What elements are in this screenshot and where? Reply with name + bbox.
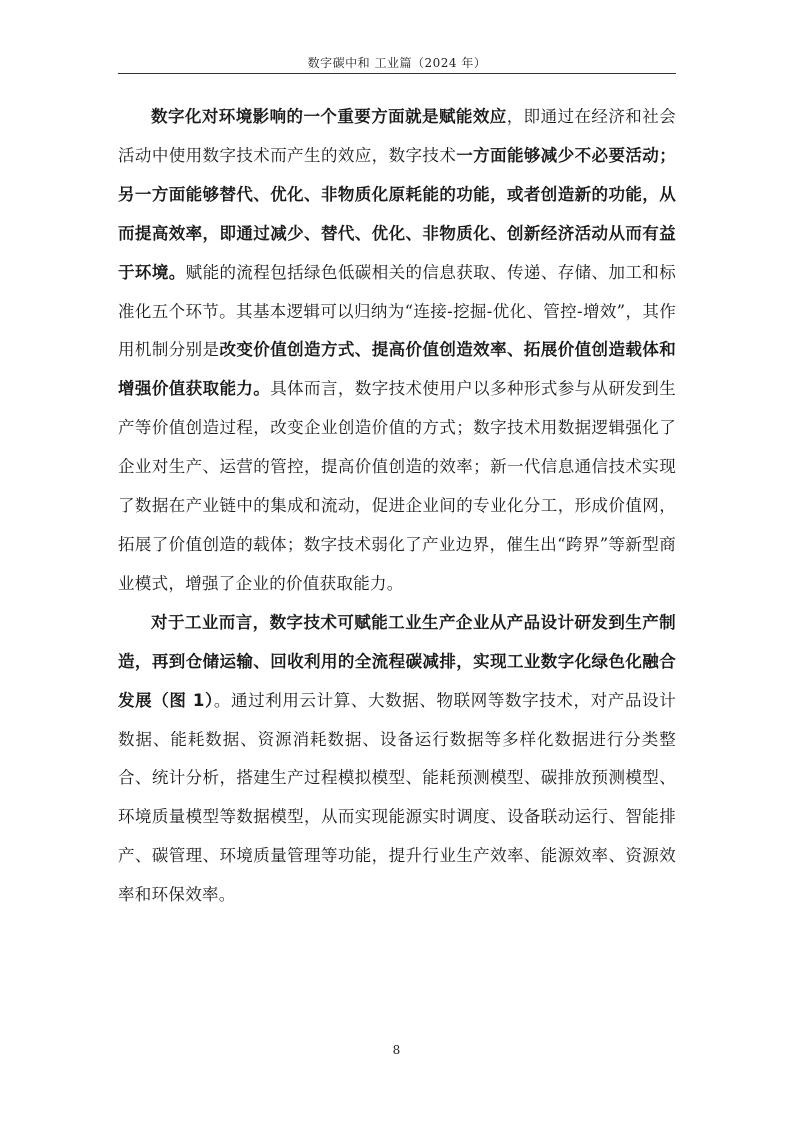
text-run: 数字化对环境影响的一个重要方面就是赋能效应 <box>151 107 507 126</box>
header-rule <box>118 73 676 74</box>
text-run: 一方面能够减少不必要活动；另一方面能够替代、优化、非物质化原耗能的功能，或者创造新的功能，从而提高效率，即通过减少、替代、优化、非物质化、创新经济活动从而有益于环境。 <box>118 145 676 282</box>
text-run: 赋能的流程包括绿色低碳相关的信息获取、传递、存储、加工和标准化五个环节。其基本逻辑可以归纳为“连接-挖掘-优化、管控-增效”，其作用机制分别是 <box>118 262 677 360</box>
text-run: 对于工业而言，数字技术可赋能工业生产企业从产品设计研发到生产制造，再到仓储运输、回收利用的全流程碳减排，实现工业数字化绿色化融合发展（图 1） <box>118 612 676 710</box>
page-number: 8 <box>392 1043 401 1057</box>
text-run: 具体而言，数字技术使用户以多种形式参与从研发到生产等价值创造过程，改变企业创造价值的方式；数字技术用数据逻辑强化了企业对生产、运营的管控，提高价值创造的效率；新一代信息通信技术实现了数据在产业链中的集成和流动，促进企业间的专业化分工，形成价值网，拓展了价值创造的载体；数字技术弱化了产业边界，催生出“跨界”等新型商业模式，增强了企业的价值获取能力。 <box>118 379 677 593</box>
text-run: ，即通过在经济和社会活动中使用数字技术而产生的效应，数字技术 <box>118 107 676 165</box>
text-run: 改变价值创造方式、提高价值创造效率、拓展价值创造载体和增强价值获取能力。 <box>118 340 676 399</box>
paragraph-empowerment-effect <box>118 98 676 604</box>
paragraph-industry <box>118 604 676 915</box>
text-run: 。通过利用云计算、大数据、物联网等数字技术，对产品设计数据、能耗数据、资源消耗数据、设备运行数据等多样化数据进行分类整合、统计分析，搭建生产过程模拟模型、能耗预测模型、碳排放预测模型、环境质量模型等数据模型，从而实现能源实时调度、设备联动运行、智能排产、碳管理、环境质量管理等功能，提升行业生产效率、能源效率、资源效率和环保效率。 <box>118 690 676 905</box>
running-header: 数字碳中和 工业篇（2024 年） <box>307 56 487 70</box>
body-text <box>118 98 676 915</box>
